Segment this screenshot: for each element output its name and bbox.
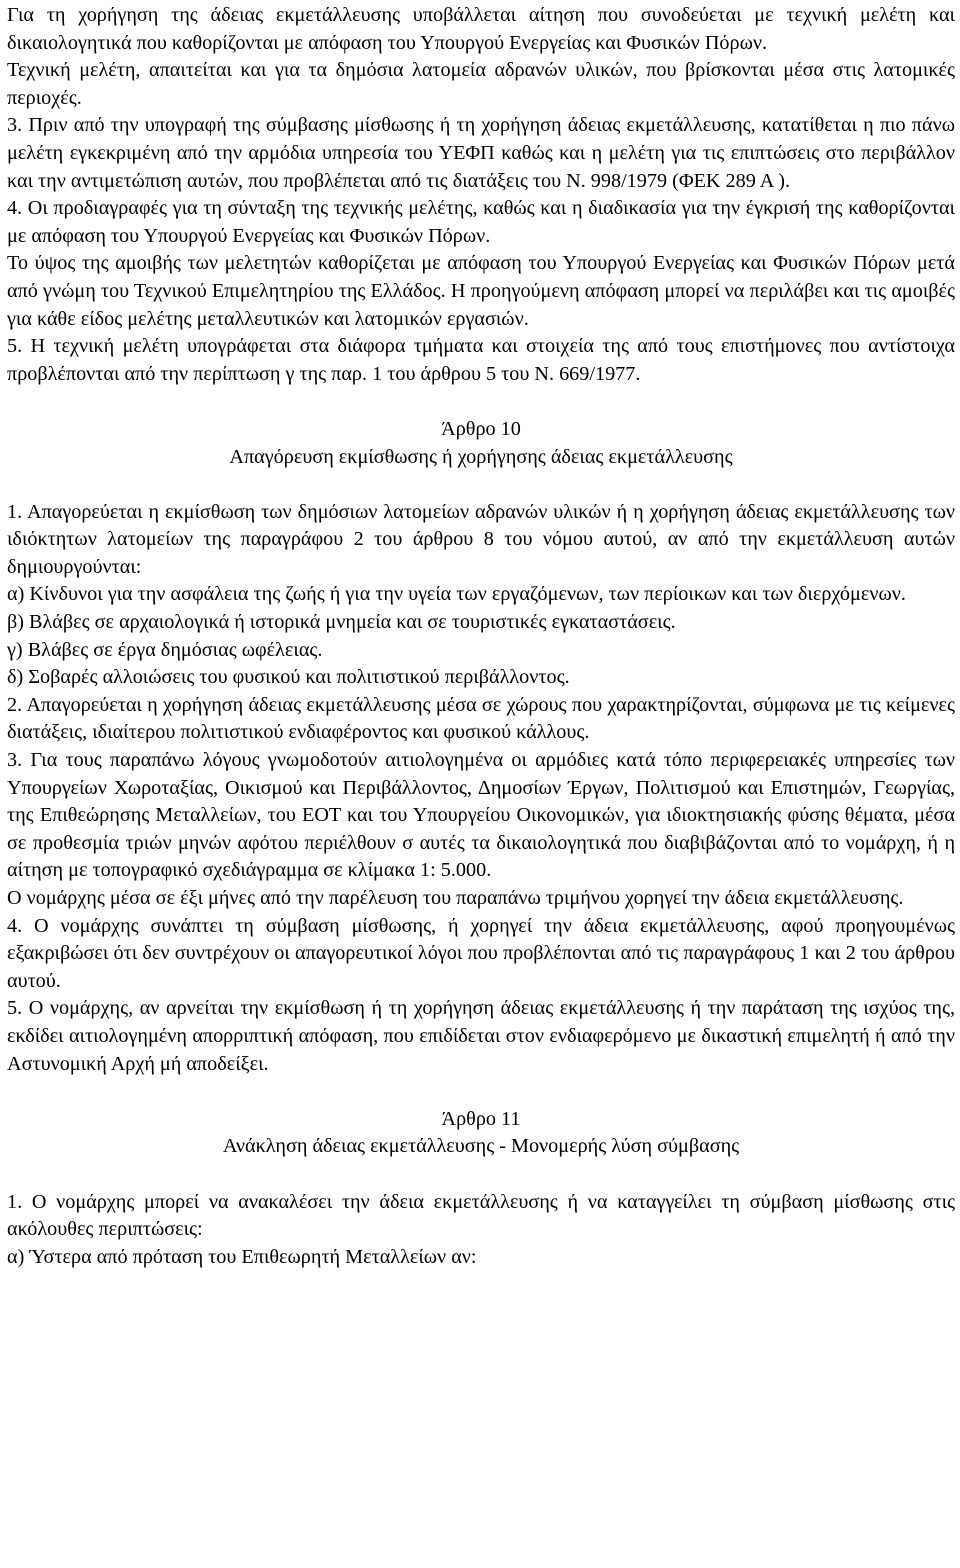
- spacer: [7, 1078, 955, 1106]
- paragraph: Για τη χορήγηση της άδειας εκμετάλλευσης υποβάλλεται αίτηση που συνοδεύεται με τεχνική μελέτη και δικαιολογητικά που καθορίζονται με απόφαση του Υπουργού Ενεργείας και Φυσικών Πόρων.: [7, 4, 955, 54]
- article-10-number: Άρθρο 10: [441, 417, 521, 440]
- spacer: [7, 471, 955, 499]
- paragraph: 3. Πριν από την υπογραφή της σύμβασης μίσθωσης ή τη χορήγηση άδειας εκμετάλλευσης, κατατίθεται η πιο πάνω μελέτη εγκεκριμένη από την αρμόδια υπηρεσία του ΥΕΦΠ καθώς και η μελέτη για τις επιπτώσεις στο περιβάλλον και την αντιμετώπιση αυτών, που προβλέπεται από τις διατάξεις του Ν. 998/1979 (ΦΕΚ 289 Α ).: [7, 114, 955, 192]
- paragraph: 1. Απαγορεύεται η εκμίσθωση των δημόσιων λατομείων αδρανών υλικών ή η χορήγηση άδειας εκμετάλλευσης των ιδιόκτητων λατομείων της παραγράφου 2 του άρθρου 8 του νόμου αυτού, αν από την εκμετάλλευση αυτών δημιουργούνται:: [7, 500, 955, 578]
- paragraph: 4. Ο νομάρχης συνάπτει τη σύμβαση μίσθωσης, ή χορηγεί την άδεια εκμετάλλευσης, αφού προηγουμένως εξακριβώσει ότι δεν συντρέχουν οι απαγορευτικοί λόγοι που προβλέπονται από τις παραγράφους 1 και 2 του άρθρου αυτού.: [7, 914, 955, 992]
- paragraph: δ) Σοβαρές αλλοιώσεις του φυσικού και πολιτιστικού περιβάλλοντος.: [7, 666, 570, 689]
- paragraph: γ) Βλάβες σε έργα δημόσιας ωφέλειας.: [7, 638, 323, 661]
- paragraph: Το ύψος της αμοιβής των μελετητών καθορίζεται με απόφαση του Υπουργού Ενεργείας και Φυσικών Πόρων μετά από γνώμη του Τεχνικού Επιμελητηρίου της Ελλάδος. Η προηγούμενη απόφαση μπορεί να περιλάβει και τις αμοιβές για κάθε είδος μελέτης μεταλλευτικών και λατομικών εργασιών.: [7, 252, 955, 330]
- spacer: [7, 388, 955, 416]
- article-11-number: Άρθρο 11: [441, 1107, 521, 1130]
- paragraph: 5. Η τεχνική μελέτη υπογράφεται στα διάφορα τμήματα και στοιχεία της από τους επιστήμονες που αντίστοιχα προβλέπονται από την περίπτωση γ της παρ. 1 του άρθρου 5 του Ν. 669/1977.: [7, 335, 955, 385]
- document-page: [7, 2, 955, 1271]
- article-10-title: Απαγόρευση εκμίσθωσης ή χορήγησης άδειας εκμετάλλευσης: [229, 445, 733, 468]
- paragraph: α) Ύστερα από πρόταση του Επιθεωρητή Μεταλλείων αν:: [7, 1245, 477, 1268]
- paragraph: 3. Για τους παραπάνω λόγους γνωμοδοτούν αιτιολογημένα οι αρμόδιες κατά τόπο περιφερειακές υπηρεσίες των Υπουργείων Χωροταξίας, Οικισμού και Περιβάλλοντος, Δημοσίων Έργων, Πολιτισμού και Επιστημών, Γεωργίας, της Επιθεώρησης Μεταλλείων, του ΕΟΤ και του Υπουργείου Οικονομικών, για ιδιοκτησιακής φύσης θέματα, μέσα σε προθεσμία τριών μηνών αφότου περιέλθουν σ αυτές τα δικαιολογητικά που διαβιβάζονται από το νομάρχη, ή η αίτηση με τοπογραφικό σχεδιάγραμμα σε κλίμακα 1: 5.000.: [7, 749, 955, 882]
- paragraph: Τεχνική μελέτη, απαιτείται και για τα δημόσια λατομεία αδρανών υλικών, που βρίσκονται μέσα στις λατομικές περιοχές.: [7, 59, 955, 109]
- paragraph: 4. Οι προδιαγραφές για τη σύνταξη της τεχνικής μελέτης, καθώς και η διαδικασία για την έγκρισή της καθορίζονται με απόφαση του Υπουργού Ενεργείας και Φυσικών Πόρων.: [7, 197, 955, 247]
- paragraph: Ο νομάρχης μέσα σε έξι μήνες από την παρέλευση του παραπάνω τριμήνου χορηγεί την άδεια εκμετάλλευσης.: [7, 887, 904, 909]
- article-11-title: Ανάκληση άδειας εκμετάλλευσης - Μονομερής λύση σύμβασης: [222, 1135, 740, 1158]
- paragraph: 1. Ο νομάρχης μπορεί να ανακαλέσει την άδεια εκμετάλλευσης ή να καταγγείλει τη σύμβαση μίσθωσης στις ακόλουθες περιπτώσεις:: [7, 1190, 955, 1241]
- paragraph: 2. Απαγορεύεται η χορήγηση άδειας εκμετάλλευσης μέσα σε χώρους που χαρακτηρίζονται, σύμφωνα με τις κείμενες διατάξεις, ιδιαίτερου πολιτιστικού ενδιαφέροντος και φυσικού κάλλους.: [7, 693, 955, 744]
- paragraph: 5. Ο νομάρχης, αν αρνείται την εκμίσθωση ή τη χορήγηση άδειας εκμετάλλευσης ή την παράταση της ισχύος της, εκδίδει αιτιολογημένη απορριπτική απόφαση, που επιδίδεται στον ενδιαφερόμενο με δικαστική επιμελητή ή από την Αστυνομική Αρχή μή αποδείξει.: [7, 997, 955, 1075]
- paragraph: α) Κίνδυνοι για την ασφάλεια της ζωής ή για την υγεία των εργαζόμενων, των περίοικων και των διερχόμενων.: [7, 583, 906, 606]
- spacer: [7, 1161, 955, 1189]
- paragraph: β) Βλάβες σε αρχαιολογικά ή ιστορικά μνημεία και σε τουριστικές εγκαταστάσεις.: [7, 611, 676, 634]
